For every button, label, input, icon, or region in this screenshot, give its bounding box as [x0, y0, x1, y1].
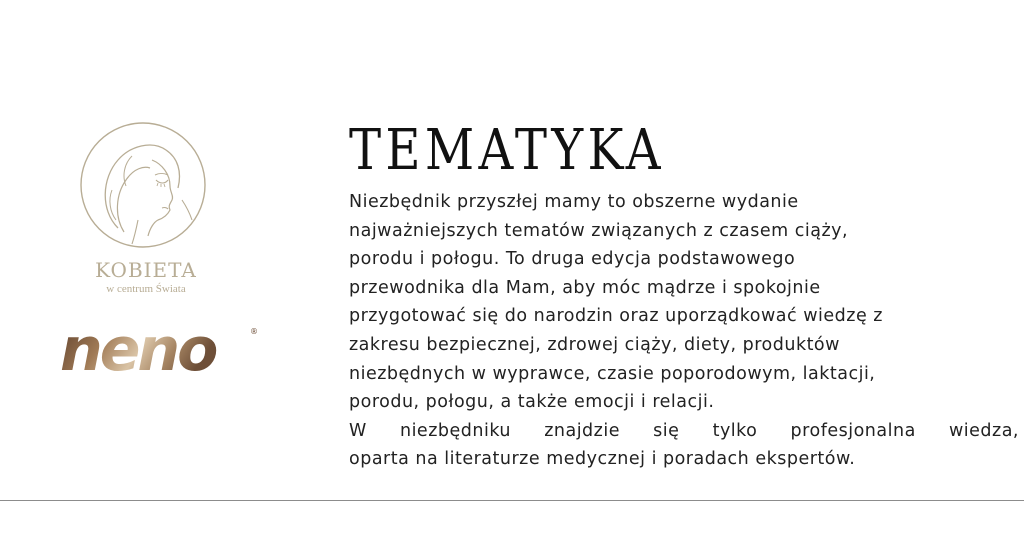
description-line: przewodnika dla Mam, aby móc mądrze i spokojnie — [349, 277, 821, 298]
woman-face-line-art-icon — [78, 120, 208, 250]
description-line: W niezbędniku znajdzie się tylko profesjonalna wiedza, — [349, 420, 1019, 441]
topic-section — [349, 118, 1021, 474]
description-line: najważniejszych tematów związanych z czasem ciąży, — [349, 220, 849, 241]
section-title: TEMATYKA — [349, 118, 665, 183]
section-description — [349, 188, 1021, 474]
description-line: porodu i połogu. To druga edycja podstawowego — [349, 249, 796, 270]
registered-mark: ® — [250, 327, 258, 336]
description-line: przygotować się do narodzin oraz uporządkować wiedzę z — [349, 306, 883, 327]
bottom-divider — [0, 500, 1024, 501]
kobieta-tagline: w centrum Świata — [106, 283, 186, 295]
description-line: niezbędnych w wyprawce, czasie poporodowym, laktacji, — [349, 363, 876, 384]
description-line: porodu, połogu, a także emocji i relacji. — [349, 392, 715, 413]
kobieta-name: KOBIETA — [95, 258, 197, 282]
description-line: oparta na literaturze medycznej i poradach ekspertów. — [349, 449, 856, 470]
neno-logo — [56, 318, 266, 388]
kobieta-logo — [76, 112, 216, 300]
description-line: Niezbędnik przyszłej mamy to obszerne wydanie — [349, 192, 799, 212]
neno-wordmark: neno — [60, 318, 216, 385]
description-line: zakresu bezpiecznej, zdrowej ciąży, diety, produktów — [349, 334, 840, 355]
logos-column — [56, 112, 266, 402]
